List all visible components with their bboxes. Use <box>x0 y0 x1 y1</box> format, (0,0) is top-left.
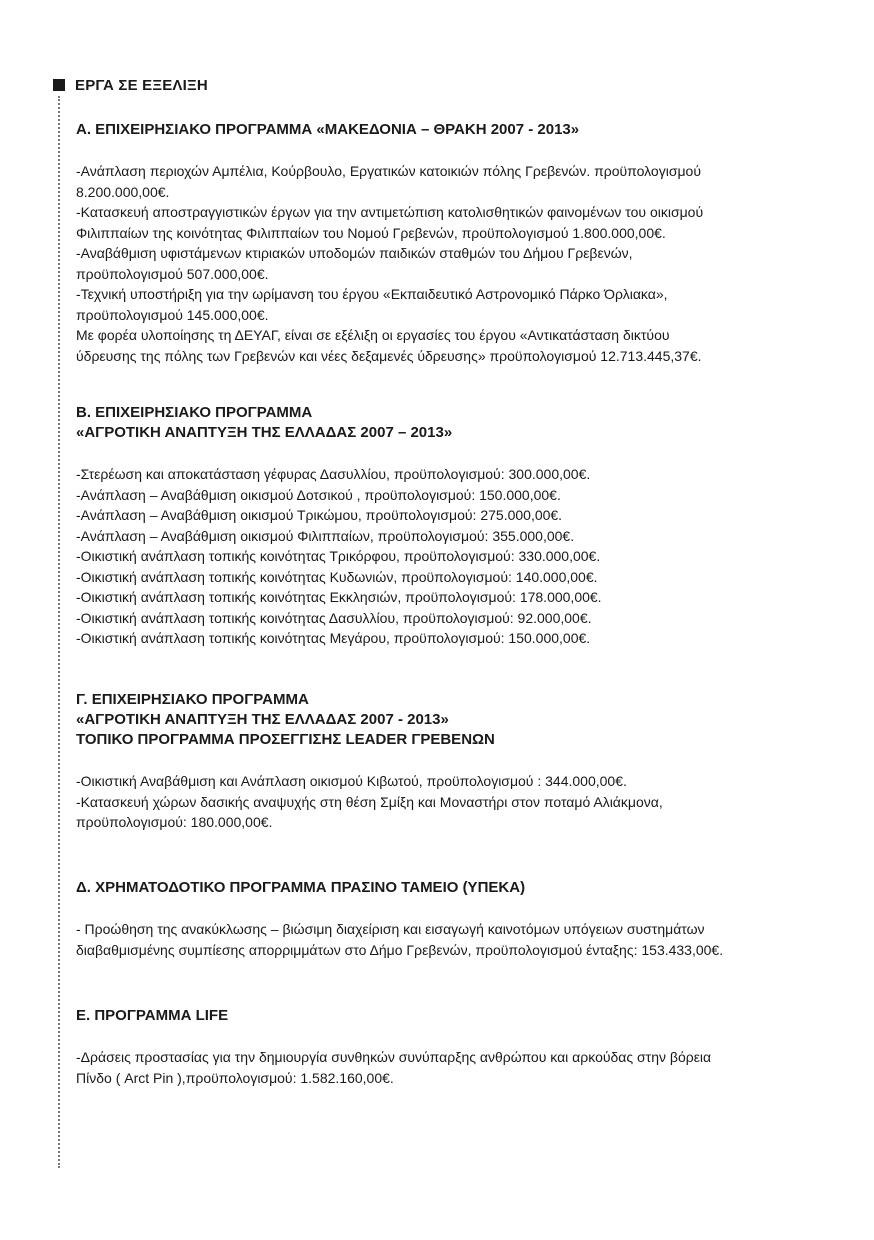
body-line: -Ανάπλαση – Αναβάθμιση οικισμού Τρικώμου, προϋπολογισμού: 275.000,00€. <box>76 507 563 523</box>
body-line: -Οικιστική ανάπλαση τοπικής κοινότητας Τρικόρφου, προϋπολογισμού: 330.000,00€. <box>76 548 601 564</box>
section-title <box>76 120 816 140</box>
section-title <box>76 878 816 898</box>
body-line: -Ανάπλαση περιοχών Αμπέλια, Κούρβουλο, Εργατικών κατοικιών πόλης Γρεβενών. προϋπολογισμού <box>76 163 701 179</box>
body-line: -Οικιστική ανάπλαση τοπικής κοινότητας Εκκλησιών, προϋπολογισμού: 178.000,00€. <box>76 589 602 605</box>
body-line: -Δράσεις προστασίας για την δημιουργία συνθηκών συνύπαρξης ανθρώπου και αρκούδας στην βόρεια <box>76 1049 712 1065</box>
section-title-line: «ΑΓΡΟΤΙΚΗ ΑΝΑΠΤΥΞΗ ΤΗΣ ΕΛΛΑΔΑΣ 2007 - 2013» <box>76 711 449 728</box>
body-line: Φιλιππαίων της κοινότητας Φιλιππαίων του Νομού Γρεβενών, προϋπολογισμού 1.800.000,00€. <box>76 224 666 241</box>
body-line: -Κατασκευή χώρων δασικής αναψυχής στη θέση Σμίξη και Μοναστήρι στον ποταμό Αλιάκμονα, <box>76 793 663 810</box>
margin-dotted-rule <box>58 96 60 1168</box>
square-bullet-icon <box>53 79 65 91</box>
body-line: -Κατασκευή αποστραγγιστικών έργων για την αντιμετώπιση κατολισθητικών φαινομένων του οικισμού <box>76 204 704 220</box>
body-line: -Οικιστική ανάπλαση τοπικής κοινότητας Κυδωνιών, προϋπολογισμού: 140.000,00€. <box>76 568 598 585</box>
section-title-line: Δ. ΧΡΗΜΑΤΟΔΟΤΙΚΟ ΠΡΟΓΡΑΜΜΑ ΠΡΑΣΙΝΟ ΤΑΜΕΙΟ (ΥΠΕΚΑ) <box>76 879 526 896</box>
section-d <box>76 878 816 960</box>
page-heading-text: ΕΡΓΑ ΣΕ ΕΞΕΛΙΞΗ <box>75 76 208 94</box>
page-heading <box>53 75 208 95</box>
section-title-line: «ΑΓΡΟΤΙΚΗ ΑΝΑΠΤΥΞΗ ΤΗΣ ΕΛΛΑΔΑΣ 2007 – 2013» <box>76 424 453 441</box>
body-line: προϋπολογισμού: 180.000,00€. <box>76 814 273 830</box>
body-line: προϋπολογισμού 145.000,00€. <box>76 306 269 323</box>
body-line: ύδρευσης της πόλης των Γρεβενών και νέες δεξαμενές ύδρευσης» προϋπολογισμού 12.713.445,37€. <box>76 347 702 364</box>
body-line: - Προώθηση της ανακύκλωσης – βιώσιμη διαχείριση και εισαγωγή καινοτόμων υπόγειων συστημάτων <box>76 921 705 937</box>
section-body <box>76 771 816 833</box>
body-line: προϋπολογισμού 507.000,00€. <box>76 265 269 282</box>
body-line: 8.200.000,00€. <box>76 183 170 200</box>
section-body <box>76 464 816 649</box>
body-line: -Στερέωση και αποκατάσταση γέφυρας Δασυλλίου, προϋπολογισμού: 300.000,00€. <box>76 466 591 482</box>
body-line: -Ανάπλαση – Αναβάθμιση οικισμού Δοτσικού , προϋπολογισμού: 150.000,00€. <box>76 486 561 503</box>
section-title-line: Γ. ΕΠΙΧΕΙΡΗΣΙΑΚΟ ΠΡΟΓΡΑΜΜΑ <box>76 691 309 708</box>
section-title <box>76 1006 816 1026</box>
section-title <box>76 403 816 443</box>
section-body <box>76 919 816 960</box>
section-title <box>76 690 816 750</box>
body-line: -Οικιστική ανάπλαση τοπικής κοινότητας Μεγάρου, προϋπολογισμού: 150.000,00€. <box>76 630 591 646</box>
section-b <box>76 403 816 649</box>
section-a <box>76 120 816 366</box>
section-e <box>76 1006 816 1088</box>
section-title-line: Ε. ΠΡΟΓΡΑΜΜΑ LIFE <box>76 1007 229 1024</box>
section-body <box>76 161 816 366</box>
section-title-line: Β. ΕΠΙΧΕΙΡΗΣΙΑΚΟ ΠΡΟΓΡΑΜΜΑ <box>76 404 313 421</box>
section-body <box>76 1047 816 1088</box>
body-line: -Ανάπλαση – Αναβάθμιση οικισμού Φιλιππαίων, προϋπολογισμού: 355.000,00€. <box>76 527 575 544</box>
section-title-line: Α. ΕΠΙΧΕΙΡΗΣΙΑΚΟ ΠΡΟΓΡΑΜΜΑ «ΜΑΚΕΔΟΝΙΑ – ΘΡΑΚΗ 2007 - 2013» <box>76 121 580 138</box>
body-line: Πίνδο ( Arct Pin ),προϋπολογισμού: 1.582.160,00€. <box>76 1069 394 1086</box>
section-c <box>76 690 816 833</box>
body-line: -Οικιστική ανάπλαση τοπικής κοινότητας Δασυλλίου, προϋπολογισμού: 92.000,00€. <box>76 609 592 626</box>
body-line: διαβαθμισμένης συμπίεσης απορριμμάτων στο Δήμο Γρεβενών, προϋπολογισμού ένταξης: 153.433,00€. <box>76 941 724 958</box>
body-line: -Αναβάθμιση υφιστάμενων κτιριακών υποδομών παιδικών σταθμών του Δήμου Γρεβενών, <box>76 245 633 261</box>
body-line: -Οικιστική Αναβάθμιση και Ανάπλαση οικισμού Κιβωτού, προϋπολογισμού : 344.000,00€. <box>76 773 627 789</box>
body-line: Με φορέα υλοποίησης τη ΔΕΥΑΓ, είναι σε εξέλιξη οι εργασίες του έργου «Αντικατάσταση δικτύου <box>76 327 670 343</box>
body-line: -Τεχνική υποστήριξη για την ωρίμανση του έργου «Εκπαιδευτικό Αστρονομικό Πάρκο Όρλιακα», <box>76 286 668 302</box>
section-title-line: ΤΟΠΙΚΟ ΠΡΟΓΡΑΜΜΑ ΠΡΟΣΕΓΓΙΣΗΣ LEADER ΓΡΕΒΕΝΩΝ <box>76 731 495 748</box>
